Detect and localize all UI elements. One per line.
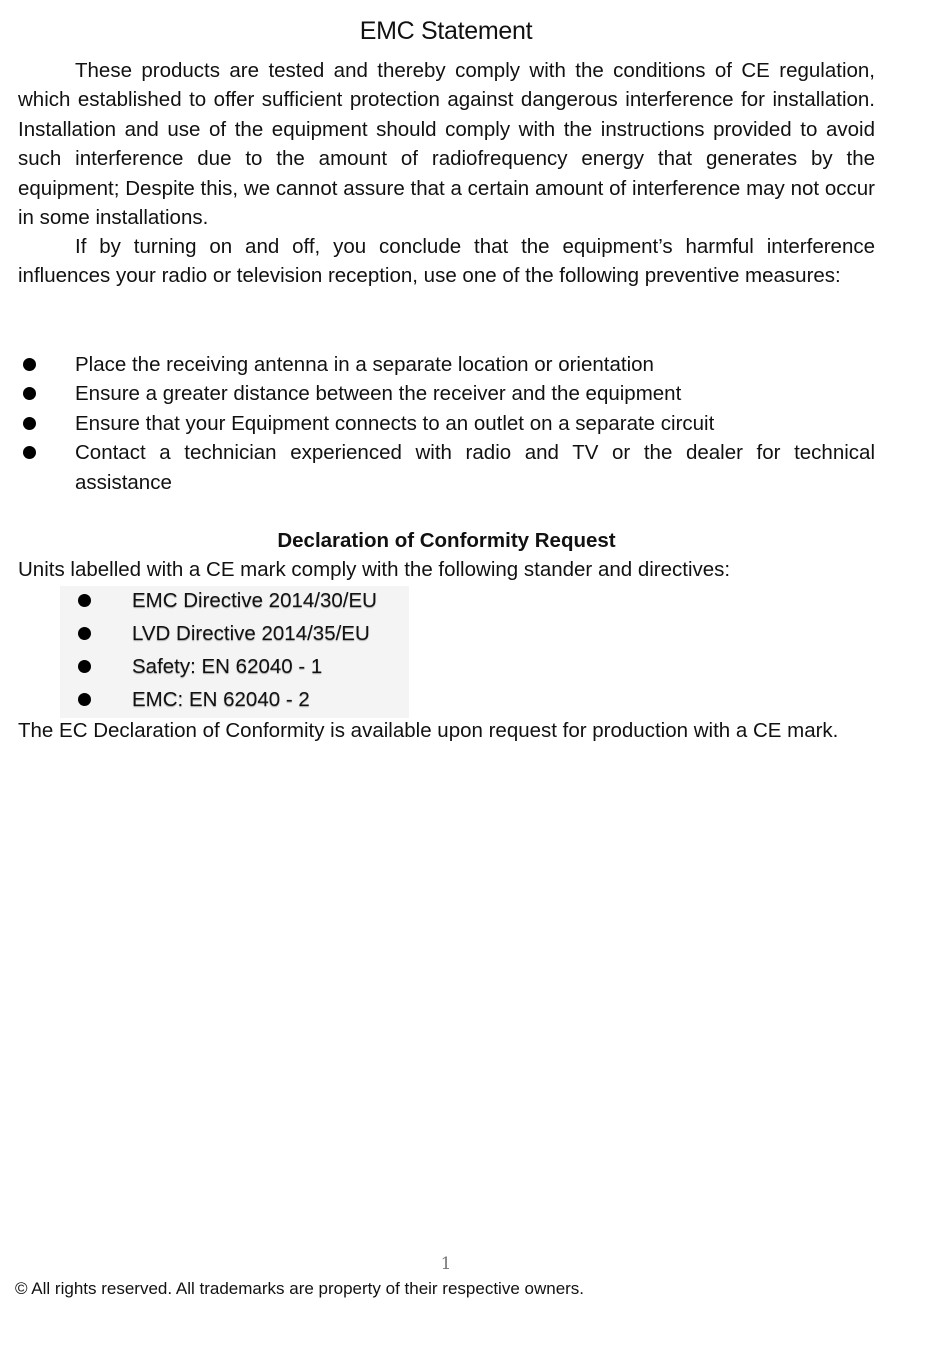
list-item (18, 409, 875, 438)
directive-text: Safety: EN 62040 - 1 (132, 655, 323, 678)
list-item (18, 350, 875, 379)
directives-list (60, 586, 409, 718)
measure-text: Contact a technician experienced with radio and TV or the dealer for technical assistance (75, 441, 875, 494)
bullet-icon (23, 358, 36, 371)
page-number: 1 (440, 1254, 452, 1274)
list-item (60, 586, 409, 619)
bullet-icon (78, 693, 91, 706)
declaration-closing: The EC Declaration of Conformity is available upon request for production with a CE mark. (18, 719, 839, 742)
bullet-icon (23, 446, 36, 459)
bullet-icon (78, 594, 91, 607)
list-item (60, 619, 409, 652)
page-title: EMC Statement (359, 17, 533, 45)
measure-text: Ensure a greater distance between the receiver and the equipment (75, 382, 682, 406)
declaration-intro: Units labelled with a CE mark comply with the following stander and directives: (18, 558, 731, 581)
bullet-icon (78, 660, 91, 673)
bullet-icon (23, 387, 36, 400)
measure-text: Place the receiving antenna in a separate location or orientation (75, 353, 654, 376)
bullet-icon (23, 417, 36, 430)
paragraph-ce-compliance: These products are tested and thereby comply with the conditions of CE regulation, which established to offer sufficient protection against dangerous interference for installation. Installation and use of the equipment should comply with the instructions provided to avoid such interference due to the amount of radiofrequency energy that generates by the equipment; Despite this, we cannot assure that a certain amount of interference may not occur in some installations. (18, 59, 875, 230)
list-item (18, 438, 875, 497)
preventive-measures-list (18, 350, 875, 497)
bullet-icon (78, 627, 91, 640)
paragraph-interference: If by turning on and off, you conclude that the equipment’s harmful interference influences your radio or television reception, use one of the following preventive measures: (18, 235, 875, 288)
list-item (60, 652, 409, 685)
list-item (18, 379, 875, 408)
list-item (60, 685, 409, 718)
copyright-footer: © All rights reserved. All trademarks are property of their respective owners. (15, 1279, 585, 1298)
directive-text: EMC: EN 62040 - 2 (132, 688, 310, 711)
directive-text: EMC Directive 2014/30/EU (132, 589, 377, 612)
directive-text: LVD Directive 2014/35/EU (132, 622, 370, 645)
section-heading: Declaration of Conformity Request (277, 529, 616, 552)
measure-text: Ensure that your Equipment connects to an outlet on a separate circuit (75, 411, 715, 435)
